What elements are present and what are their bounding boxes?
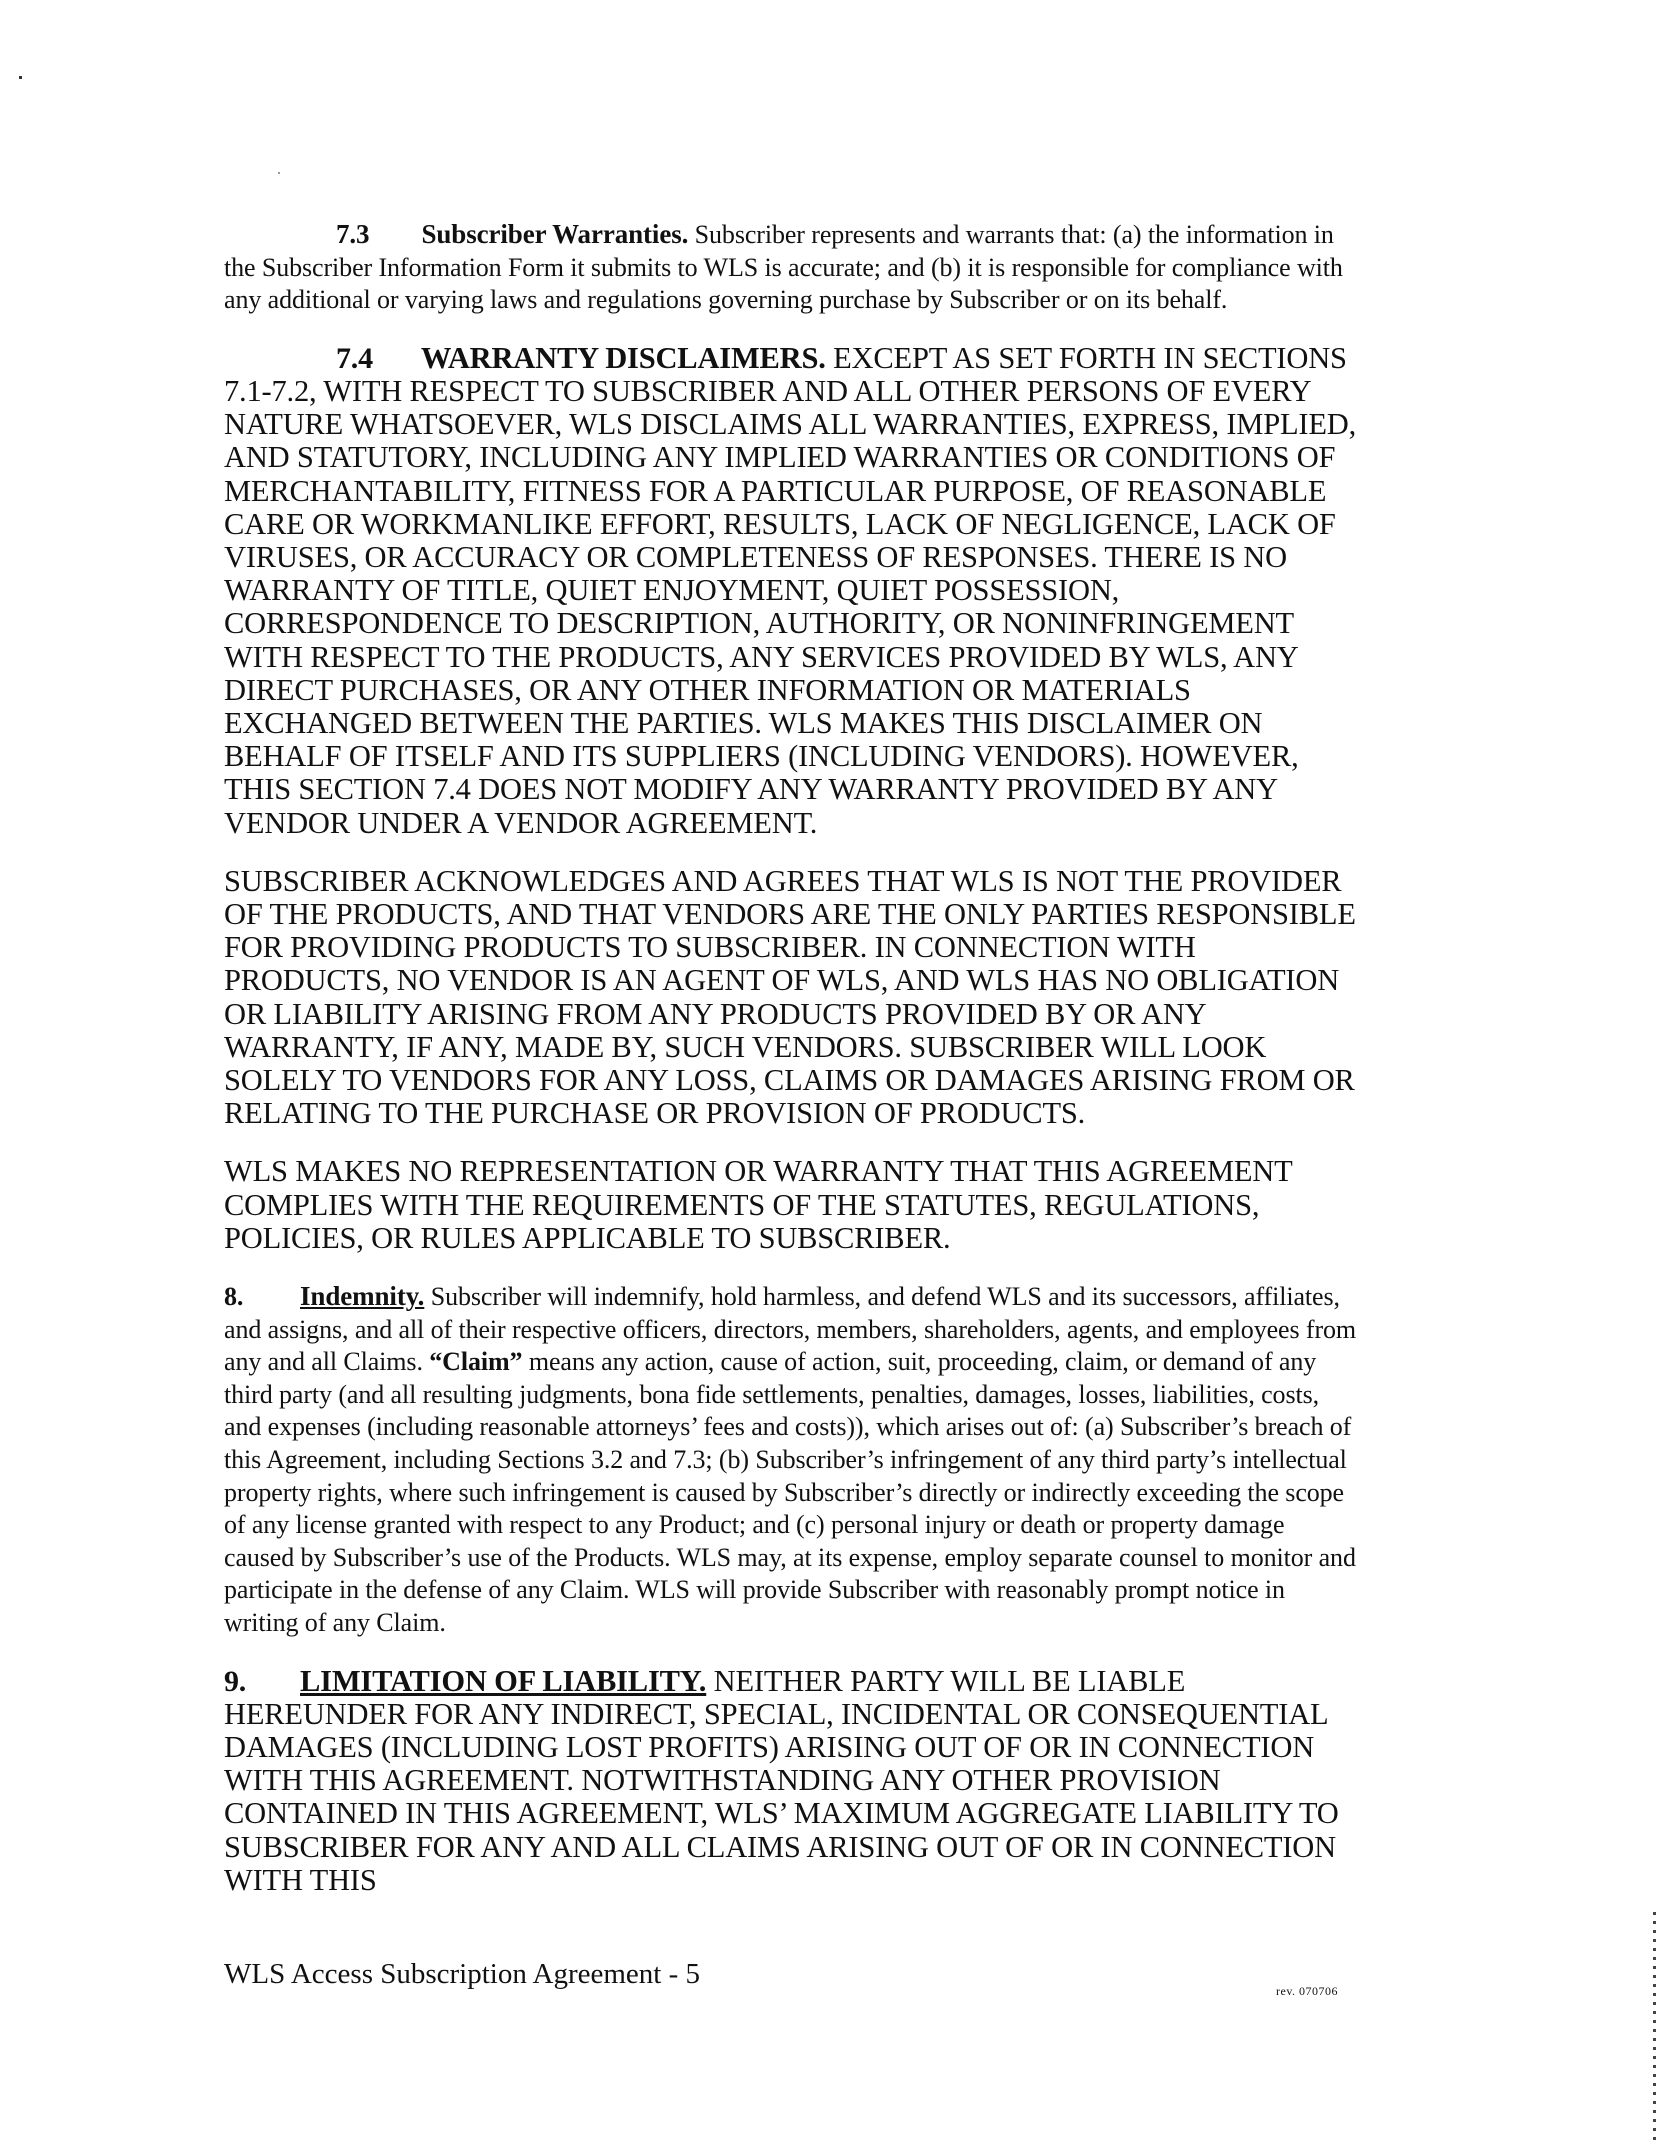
- scan-speck: [19, 76, 22, 79]
- scan-edge-artifact: [1653, 1912, 1656, 2140]
- scan-speck: [278, 172, 280, 174]
- section-7-3: [224, 218, 1360, 317]
- defined-term: “Claim”: [429, 1347, 523, 1377]
- section-text: EXCEPT AS SET FORTH IN SECTIONS 7.1-7.2, WITH RESPECT TO SUBSCRIBER AND ALL OTHER PERSONS OF EVERY NATURE WHATSOEVER, WLS DISCLAIMS ALL WARRANTIES, EXPRESS, IMPLIED, AND STATUTORY, INCLUDING ANY IMPLIED WARRANTIES OR CONDITIONS OF MERCHANTABILITY, FITNESS FOR A PARTICULAR PURPOSE, OF REASONABLE CARE OR WORKMANLIKE EFFORT, RESULTS, LACK OF NEGLIGENCE, LACK OF VIRUSES, OR ACCURACY OR COMPLETENESS OF RESPONSES. THERE IS NO WARRANTY OF TITLE, QUIET ENJOYMENT, QUIET POSSESSION, CORRESPONDENCE TO DESCRIPTION, AUTHORITY, OR NONINFRINGEMENT WITH RESPECT TO THE PRODUCTS, ANY SERVICES PROVIDED BY WLS, ANY DIRECT PURCHASES, OR ANY OTHER INFORMATION OR MATERIALS EXCHANGED BETWEEN THE PARTIES. WLS MAKES THIS DISCLAIMER ON BEHALF OF ITSELF AND ITS SUPPLIERS (INCLUDING VENDORS). HOWEVER, THIS SECTION 7.4 DOES NOT MODIFY ANY WARRANTY PROVIDED BY ANY VENDOR UNDER A VENDOR AGREEMENT.: [224, 340, 1357, 840]
- section-title: WARRANTY DISCLAIMERS.: [420, 340, 826, 375]
- section-text-continued: means any action, cause of action, suit, proceeding, claim, or demand of any third party (and all resulting judgments, bona fide settlements, penalties, damages, losses, liabilities, costs, and expenses (including reasonable attorneys’ fees and costs)), which arises out of: (a) Subscriber’s breach of this Agreement, including Sections 3.2 and 7.3; (b) Subscriber’s infringement of any third party’s intellectual property rights, where such infringement is caused by Subscriber’s directly or indirectly exceeding the scope of any license granted with respect to any Product; and (c) personal injury or death or property damage caused by Subscriber’s use of the Products. WLS may, at its expense, employ separate counsel to monitor and participate in the defense of any Claim. WLS will provide Subscriber with reasonably prompt notice in writing of any Claim.: [224, 1347, 1356, 1637]
- section-7-4: [224, 342, 1360, 840]
- revision-label: rev. 070706: [1276, 1984, 1339, 1998]
- section-number: 7.3: [336, 219, 370, 249]
- section-number: 9.: [224, 1664, 247, 1698]
- section-number: 7.4: [336, 341, 373, 375]
- section-9: [224, 1665, 1360, 1897]
- section-text: Subscriber will indemnify, hold harmless, and defend WLS and its successors, affiliates, and assigns, and all of their respective officers, directors, members, shareholders, agents, and employees from any and all Claims.: [224, 1282, 1357, 1377]
- section-8: [224, 1280, 1360, 1640]
- no-representation-paragraph: WLS MAKES NO REPRESENTATION OR WARRANTY THAT THIS AGREEMENT COMPLIES WITH THE REQUIREMENTS OF THE STATUTES, REGULATIONS, POLICIES, OR RULES APPLICABLE TO SUBSCRIBER.: [224, 1154, 1293, 1255]
- document-body: [224, 218, 1360, 1922]
- section-text: NEITHER PARTY WILL BE LIABLE HEREUNDER FOR ANY INDIRECT, SPECIAL, INCIDENTAL OR CONSEQUENTIAL DAMAGES (INCLUDING LOST PROFITS) ARISING OUT OF OR IN CONNECTION WITH THIS AGREEMENT. NOTWITHSTANDING ANY OTHER PROVISION CONTAINED IN THIS AGREEMENT, WLS’ MAXIMUM AGGREGATE LIABILITY TO SUBSCRIBER FOR ANY AND ALL CLAIMS ARISING OUT OF OR IN CONNECTION WITH THIS: [224, 1663, 1339, 1897]
- footer-title: WLS Access Subscription Agreement - 5: [224, 1958, 700, 1990]
- section-text: Subscriber represents and warrants that: (a) the information in the Subscriber Information Form it submits to WLS is accurate; and (b) it is responsible for compliance with any additional or varying laws and regulations governing purchase by Subscriber or on its behalf.: [224, 220, 1343, 315]
- acknowledgement-paragraph: SUBSCRIBER ACKNOWLEDGES AND AGREES THAT WLS IS NOT THE PROVIDER OF THE PRODUCTS, AND THAT VENDORS ARE THE ONLY PARTIES RESPONSIBLE FOR PROVIDING PRODUCTS TO SUBSCRIBER. IN CONNECTION WITH PRODUCTS, NO VENDOR IS AN AGENT OF WLS, AND WLS HAS NO OBLIGATION OR LIABILITY ARISING FROM ANY PRODUCTS PROVIDED BY OR ANY WARRANTY, IF ANY, MADE BY, SUCH VENDORS. SUBSCRIBER WILL LOOK SOLELY TO VENDORS FOR ANY LOSS, CLAIMS OR DAMAGES ARISING FROM OR RELATING TO THE PURCHASE OR PROVISION OF PRODUCTS.: [224, 863, 1356, 1131]
- section-number: 8.: [224, 1282, 244, 1312]
- section-title: Indemnity.: [300, 1281, 425, 1312]
- section-title: Subscriber Warranties.: [421, 219, 689, 249]
- section-title: LIMITATION OF LIABILITY.: [300, 1663, 707, 1698]
